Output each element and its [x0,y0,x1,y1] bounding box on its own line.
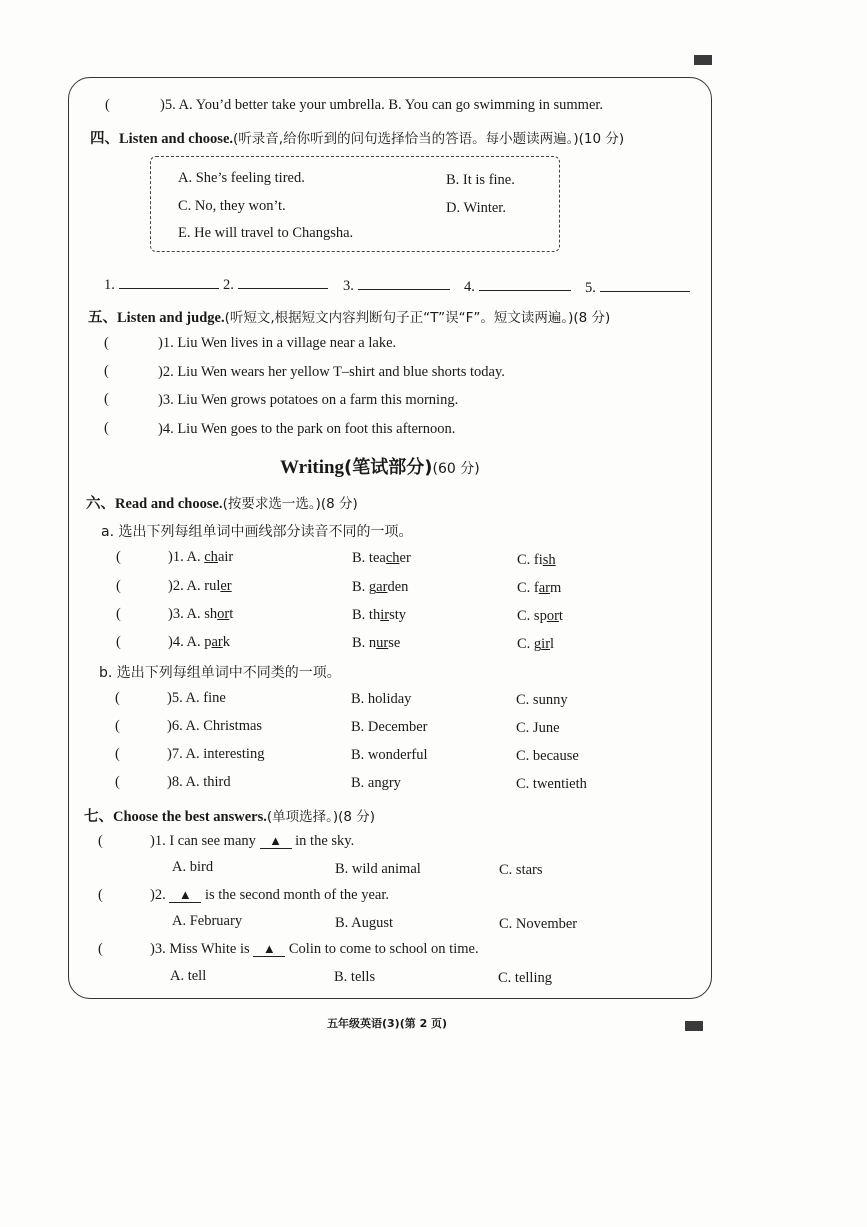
mc-2-a: A. February [172,913,243,929]
option-d: D. Winter. [446,200,506,216]
paren: ( [115,746,120,762]
category-item-6-b: B. December [351,719,428,735]
section-heading: 七、Choose the best answers.(单项选择。)(8 分) [84,809,376,825]
registration-mark-bottom [685,1021,703,1031]
paren: ( [98,941,103,957]
paren: ( [115,774,120,790]
judge-item-4: )4. Liu Wen goes to the park on foot this afternoon. [158,421,456,437]
page-footer: 五年级英语(3)(第 2 页) [327,1017,448,1030]
category-item-7-a: )7. A. interesting [167,746,265,762]
category-item-7-c: C. because [516,748,579,764]
paren: ( [104,363,109,379]
section-heading: 六、Read and choose.(按要求选一选。)(8 分) [86,496,358,512]
phonics-item-4-c: C. girl [517,636,555,652]
paren: ( [116,578,121,594]
category-item-5-a: )5. A. fine [167,690,226,706]
judge-item-2: )2. Liu Wen wears her yellow T–shirt and blue shorts today. [158,364,505,380]
phonics-item-2-b: B. garden [352,579,409,595]
judge-item-1: )1. Liu Wen lives in a village near a lake. [158,335,397,351]
paren: ( [98,833,103,849]
phonics-item-3-b: B. thirsty [352,607,406,623]
mc-1-a: A. bird [172,859,214,875]
answer-blank-4[interactable]: 4. [464,278,571,296]
category-item-6-c: C. June [516,720,560,736]
phonics-item-1-b: B. teacher [352,550,411,566]
writing-title: Writing(笔试部分)(60 分) [280,457,480,478]
section-heading [90,127,624,148]
mc-3-a: A. tell [170,968,207,984]
answer-blank[interactable]: ▲ [253,942,285,957]
question-text: )5. A. You’d better take your umbrella. B. You can go swimming in summer. [160,97,604,113]
section-heading: 五、Listen and judge.(听短文,根据短文内容判断句子正“T”误“F”。短文读两遍。)(8 分) [88,310,611,326]
option-c: C. No, they won’t. [178,198,286,214]
phonics-item-3-c: C. sport [517,608,563,624]
category-item-5-b: B. holiday [351,691,412,707]
paren: ( [105,97,110,113]
part-b-instruction: b. 选出下列每组单词中不同类的一项。 [99,665,341,681]
mc-2-c: C. November [499,916,578,932]
category-item-5-c: C. sunny [516,692,568,708]
paren: ( [116,606,121,622]
heading-en: 四、Listen and choose. [90,131,234,147]
paren: ( [104,391,109,407]
registration-mark-top [694,55,712,65]
answer-blank-2[interactable]: 2. [223,276,328,294]
phonics-item-1-a: )1. A. chair [168,549,234,565]
mc-1-c: C. stars [499,862,543,878]
answer-blank-3[interactable]: 3. [343,277,450,295]
answer-blank-1[interactable]: 1. [104,276,219,294]
phonics-item-3-a: )3. A. short [168,606,234,622]
phonics-item-4-b: B. nurse [352,635,401,651]
mc-question-1: )1. I can see many ▲ in the sky. [150,833,355,849]
paren: ( [115,718,120,734]
mc-question-3: )3. Miss White is ▲ Colin to come to school on time. [150,941,479,957]
answer-blank-5[interactable]: 5. [585,279,690,297]
category-item-6-a: )6. A. Christmas [167,718,263,734]
phonics-item-4-a: )4. A. park [168,634,231,650]
paren: ( [116,634,121,650]
heading-cn: (听录音,给你听到的问句选择恰当的答语。每小题读两遍。)(10 分) [233,131,625,147]
paren: ( [116,549,121,565]
phonics-item-2-a: )2. A. ruler [168,578,232,594]
option-e: E. He will travel to Changsha. [178,225,354,241]
mc-question-2: )2. ▲ is the second month of the year. [150,887,389,903]
option-b: B. It is fine. [446,172,515,188]
category-item-8-a: )8. A. third [167,774,231,790]
part-a-instruction: a. 选出下列每组单词中画线部分读音不同的一项。 [101,524,413,540]
paren: ( [115,690,120,706]
mc-3-b: B. tells [334,969,376,985]
category-item-8-c: C. twentieth [516,776,587,792]
option-a: A. She’s feeling tired. [178,170,305,186]
paren: ( [104,420,109,436]
judge-item-3: )3. Liu Wen grows potatoes on a farm this morning. [158,392,459,408]
mc-2-b: B. August [335,915,394,931]
answer-blank[interactable]: ▲ [260,834,292,849]
category-item-7-b: B. wonderful [351,747,428,763]
category-item-8-b: B. angry [351,775,401,791]
answer-blank[interactable]: ▲ [169,888,201,903]
phonics-item-1-c: C. fish [517,552,556,568]
phonics-item-2-c: C. farm [517,580,562,596]
paren: ( [104,335,109,351]
paren: ( [98,887,103,903]
mc-3-c: C. telling [498,970,552,986]
mc-1-b: B. wild animal [335,861,421,877]
